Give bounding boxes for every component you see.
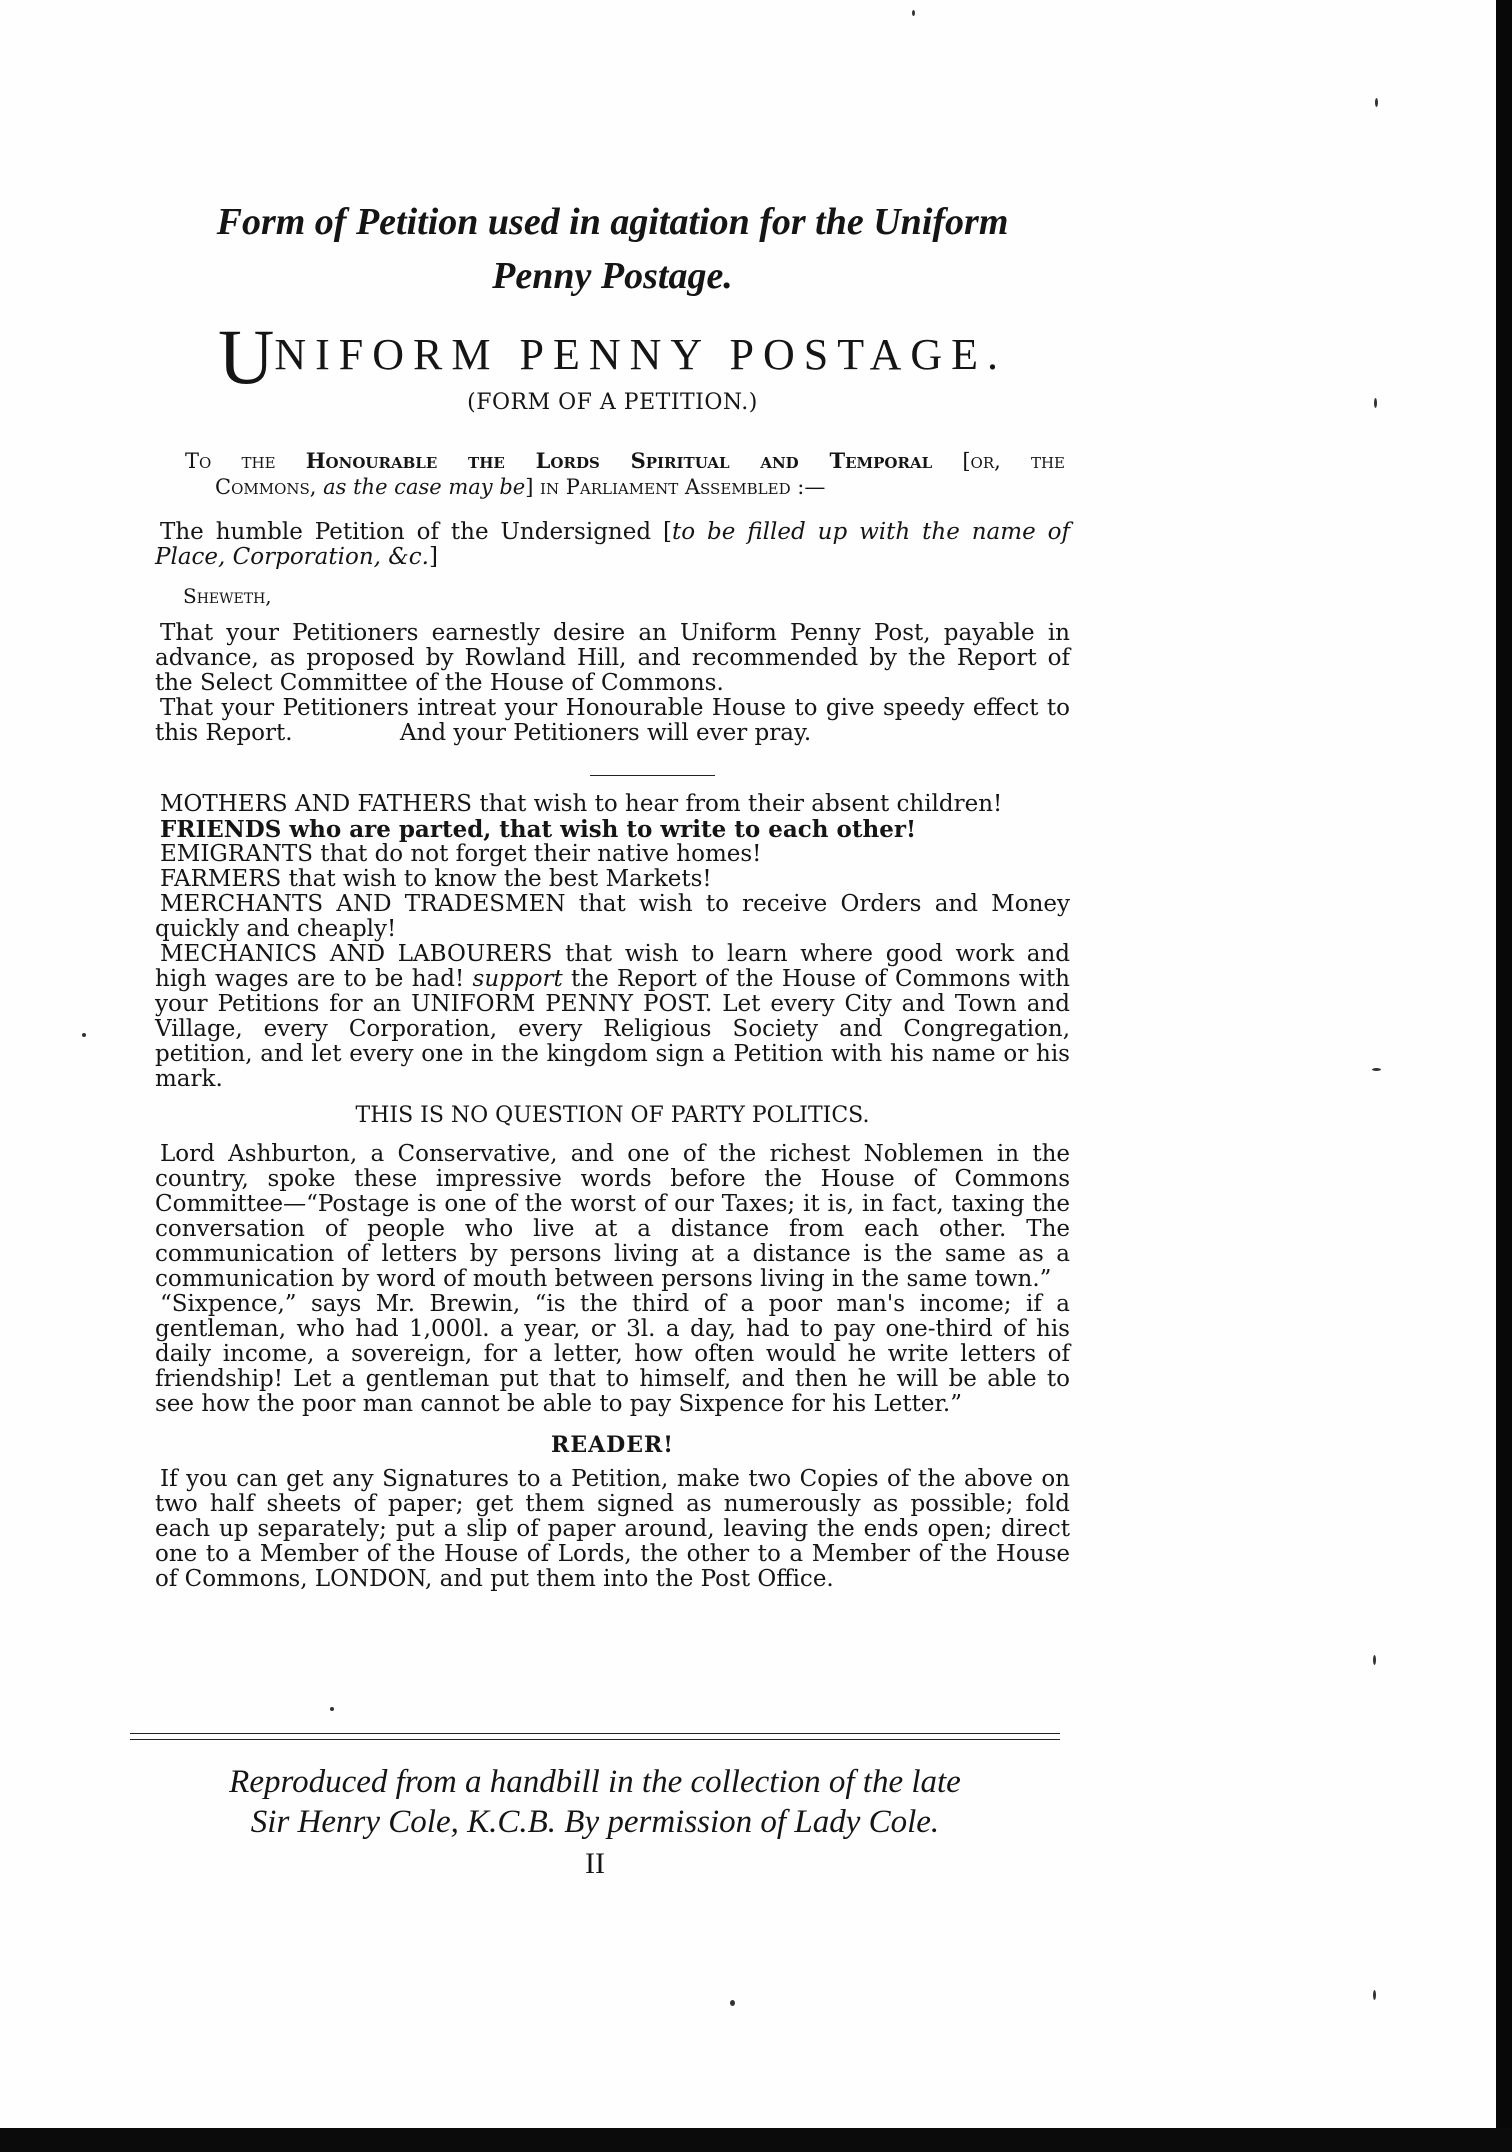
reader-instructions: If you can get any Signatures to a Petition, make two Copies of the above on two half sheets of paper; get them signed as numerously as possible; fold each up separately; put a slip of paper around, leaving the ends open; direct one to a Member of the House of Lords, the other to a Member of the House of Commons, LONDON, and put them into the Post Office. bbox=[155, 1466, 1070, 1592]
page-number: II bbox=[585, 1847, 605, 1880]
scan-speck bbox=[912, 10, 915, 16]
address-commons: Commons, bbox=[215, 475, 317, 499]
ashburton-quote: Lord Ashburton, a Conservative, and one of the richest Noblemen in the country, spoke these impressive words before the House of Commons Committee—“Postage is one of the worst of our Taxes; it is, in fact, taxing the conversation of people who live at a distance from each other. The communication of letters by persons living at a distance is the same as a communication by word of mouth between persons living in the same town.” bbox=[155, 1141, 1070, 1292]
para-2-text: That your Petitioners intreat your Honourable House to give speedy effect to this Report. bbox=[155, 695, 1070, 746]
brewin-quote: “Sixpence,” says Mr. Brewin, “is the third of a poor man's income; if a gentleman, who had 1,000l. a year, or 3l. a day, had to pay one-third of his daily income, a sovereign, for a letter, how often would he write letters of friendship! Let a gentleman put that to himself, and then he will be able to see how the poor man cannot be able to pay Sixpence for his Letter.” bbox=[155, 1291, 1070, 1417]
scan-bottom-edge bbox=[0, 2128, 1512, 2152]
address-italic: as the case may be bbox=[316, 475, 526, 499]
scan-speck bbox=[730, 2000, 735, 2006]
mechanics-text-b: the Report of the House of Commons with your Petitions for an UNIFORM PENNY POST. Let every City and Town and Village, every Corporation, every Religious Society and Congregation, petition, and let every one in the kingdom sign a Petition with his name or his mark. bbox=[155, 966, 1070, 1092]
party-heading: THIS IS NO QUESTION OF PARTY POLITICS. bbox=[355, 1103, 870, 1128]
intro-end: ] bbox=[428, 544, 438, 570]
closing-rule bbox=[130, 1733, 1060, 1740]
petition-para-1: That your Petitioners earnestly desire an Uniform Penny Post, payable in advance, as proposed by Rowland Hill, and recommended by the Report of the Select Committee of the House of Commons. bbox=[155, 620, 1070, 696]
address-line-1 bbox=[185, 448, 1065, 474]
title-initial: U bbox=[217, 313, 275, 400]
appeal-farmers: FARMERS that wish to know the best Markets! bbox=[160, 866, 712, 892]
mechanics-text-a: MECHANICS AND LABOURERS that wish to learn where good work and high wages are to be had! bbox=[155, 941, 1070, 992]
section-divider bbox=[590, 775, 715, 776]
appeal-section bbox=[155, 792, 1070, 1592]
will-ever-pray: And your Petitioners will ever pray. bbox=[399, 720, 812, 746]
sheweth: Sheweth, bbox=[183, 584, 272, 608]
reader-heading: READER! bbox=[551, 1432, 674, 1458]
appeal-mechanics bbox=[155, 942, 1070, 1092]
address-or: [or, the bbox=[932, 449, 1066, 473]
appeal-mothers: MOTHERS AND FATHERS that wish to hear from their absent children! bbox=[160, 791, 1003, 817]
handbill-title bbox=[155, 313, 1070, 400]
reproduction-credit bbox=[130, 1762, 1060, 1842]
petition-para-2 bbox=[155, 696, 1070, 746]
title-rest: NIFORM PENNY POSTAGE. bbox=[274, 330, 1008, 379]
scan-speck bbox=[1374, 398, 1377, 408]
appeal-merchants: MERCHANTS AND TRADESMEN that wish to receive Orders and Money quickly and cheaply! bbox=[155, 891, 1070, 942]
address-assembled: ] in Parliament Assembled :— bbox=[525, 475, 826, 499]
petition-address bbox=[185, 448, 1065, 500]
credit-line: Sir Henry Cole, K.C.B. By permission of Lady Cole. bbox=[250, 1804, 940, 1840]
scan-right-edge bbox=[1496, 0, 1512, 2152]
address-to: To the bbox=[185, 449, 276, 473]
appeal-emigrants: EMIGRANTS that do not forget their native homes! bbox=[160, 841, 762, 867]
scan-speck bbox=[1372, 1068, 1381, 1071]
scan-speck bbox=[1373, 1655, 1376, 1665]
petition-body bbox=[155, 520, 1070, 746]
handbill-subtitle: (FORM OF A PETITION.) bbox=[467, 390, 758, 415]
appeal-friends: FRIENDS who are parted, that wish to write to each other! bbox=[160, 816, 917, 843]
caption-line: Penny Postage. bbox=[492, 255, 733, 297]
mechanics-support: support bbox=[472, 966, 563, 992]
intro-start: The humble Petition of the Undersigned [ bbox=[160, 519, 672, 545]
petition-intro bbox=[155, 520, 1070, 570]
address-line-2 bbox=[185, 474, 1065, 500]
scan-speck bbox=[330, 1707, 334, 1711]
plate-caption bbox=[155, 195, 1070, 303]
scan-speck bbox=[1373, 1990, 1376, 2000]
scan-speck bbox=[1375, 98, 1378, 107]
address-recipient: Honourable the Lords Spiritual and Temporal bbox=[305, 448, 933, 473]
caption-line: Form of Petition used in agitation for the Uniform bbox=[216, 201, 1009, 243]
scan-speck bbox=[82, 1033, 86, 1037]
credit-line: Reproduced from a handbill in the collection of the late bbox=[229, 1764, 961, 1800]
intro-italic: to be filled up with the name of Place, Corporation, &c. bbox=[155, 519, 1070, 570]
